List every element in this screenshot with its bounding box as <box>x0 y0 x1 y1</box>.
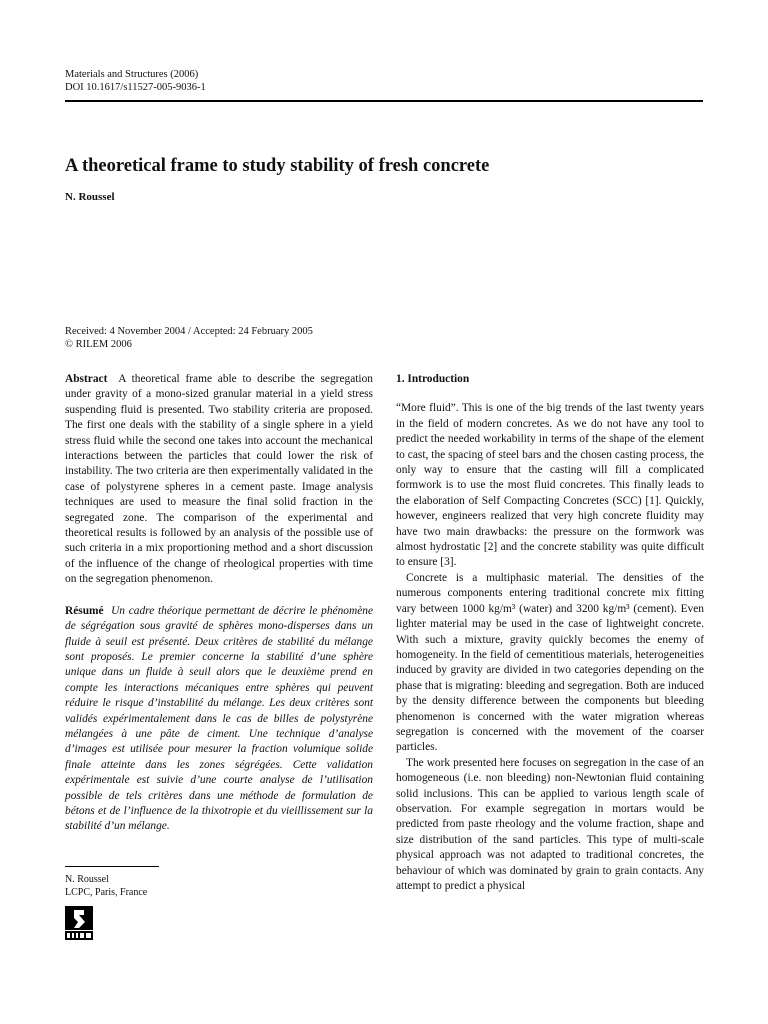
copyright: © RILEM 2006 <box>65 339 132 350</box>
springer-rilem-logo-icon <box>65 906 93 940</box>
resume-text: Un cadre théorique permettant de décrire le phénomène de ségrégation sous gravité de sphères mono-disperses dans un fluide à seuil est présenté. Deux critères de stabilité du mélange sont proposés. Le premier concerne la stabilité d’une sphère unique dans un fluide à seuil alors que le deuxième prend en compte les interactions mécaniques entre sphères qui peuvent réduire le risque d’instabilité du mélange. Les deux critères sont validés expérimentalement dans le cas de billes de polystyrène mélangées à une pâte de ciment. Une technique d’analyse d’images est utilisée pour mesurer la fraction volumique solide finale atteinte dans les zones ségrégées. Cette validation expérimentale est suivie d’une courte analyse de l’utilisation possible de tels critères dans une méthode de formulation de bétons et de l’influence de la thixotropie et du vieillissement sur la stabilité d’un mélange. <box>65 604 373 833</box>
abstract-paragraph <box>65 372 373 588</box>
header-rule <box>65 100 703 102</box>
doi[interactable]: DOI 10.1617/s11527-005-9036-1 <box>65 82 206 93</box>
resume-label: Résumé <box>65 604 104 617</box>
footnote-rule <box>65 866 159 867</box>
journal-name: Materials and Structures (2006) <box>65 69 199 80</box>
received-dates: Received: 4 November 2004 / Accepted: 24 February 2005 <box>65 326 313 337</box>
affiliation-place: LCPC, Paris, France <box>65 887 148 898</box>
affiliation-name: N. Roussel <box>65 874 109 885</box>
resume-paragraph <box>65 604 373 835</box>
intro-paragraph: “More fluid”. This is one of the big trends of the last twenty years in the field of modern concretes. As we do not have any tool to predict the needed workability in terms of the shape of the element to cast, the spacing of steel bars and the chosen casting process, the only way to ensure that the casting will fill a complicated formwork is to use the most fluid concretes. This finally leads to the elaboration of Self Compacting Concretes (SCC) [1]. Quickly, however, engineers realized that very high concrete fluidity may have two main drawbacks: the pressure on the formwork was almost hydrostatic [2] and the concrete stability was quite difficult to ensure [3]. <box>396 402 704 569</box>
article-author: N. Roussel <box>65 191 115 203</box>
abstract-text: A theoretical frame able to describe the segregation under gravity of a mono-sized granular material in a yield stress suspending fluid is presented. Two stability criteria are proposed. The first one deals with the stability of a single sphere in a yield stress fluid while the second one takes into account the mechanical interactions between the particles that could lower the risk of instability. The two criteria are then experimentally validated in the case of polystyrene spheres in a cement paste. Image analysis techniques are used to measure the final solid fraction in the segregated zone. The comparison of the experimental and theoretical results is followed by an analysis of the possible use of such criteria in a mix proportioning method and a short discussion of the influence of the change of rheological properties with time on the segregation phenomenon. <box>65 373 373 586</box>
left-column <box>65 372 373 835</box>
right-column <box>396 372 704 894</box>
article-title: A theoretical frame to study stability of fresh concrete <box>65 156 490 176</box>
abstract-label: Abstract <box>65 373 108 385</box>
section-heading: 1. Introduction <box>396 373 470 385</box>
intro-paragraph: The work presented here focuses on segregation in the case of an homogeneous (i.e. non bleeding) non-Newtonian fluid containing solid inclusions. This can be applied to various length scale of observation. For example segregation in mortars would be predicted from paste rheology and the volume fraction, shape and size distribution of the sand particles. This type of multi-scale physical approach was not adapted to traditional concretes, the behaviour of which was dominated by grain to grain contacts. Any attempt to predict a physical <box>396 756 704 892</box>
intro-paragraph: Concrete is a multiphasic material. The densities of the numerous components entering traditional concrete mix fitting vary between 1000 kg/m³ (water) and 3200 kg/m³ (cement). Even lighter material may be used in the case of lightweight concrete. With such a mixture, gravity quickly becomes the enemy of homogeneity. In the field of cementitious materials, heterogeneities induced by gravity are divided in two categories depending on the phase that is migrating: bleeding and segregation. Both are induced by the density difference between the components but bleeding phenomenon is concerned with the water migration whereas segregation is concerned with the movement of the coarser particles. <box>396 571 704 754</box>
